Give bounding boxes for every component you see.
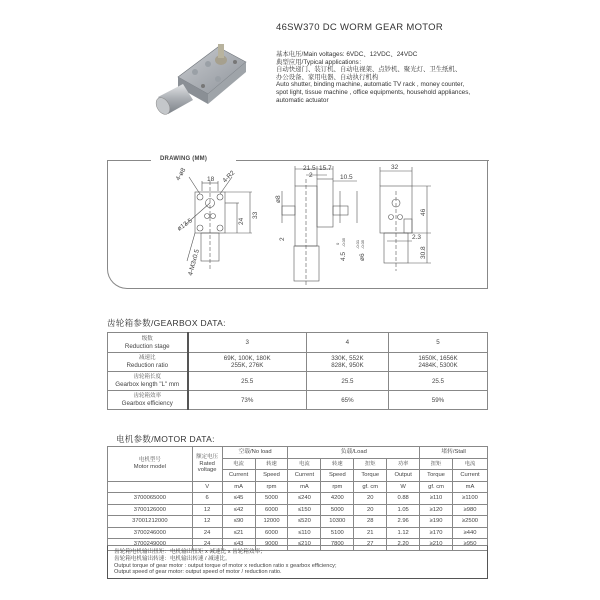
dim-ø6-tol-upper: -0.01 bbox=[355, 239, 360, 249]
column-header: Speed bbox=[321, 470, 354, 482]
table-cell: 20 bbox=[354, 504, 387, 516]
table-row bbox=[108, 372, 488, 391]
dim-46: 46 bbox=[420, 208, 427, 216]
table-row bbox=[108, 333, 488, 353]
dim-4.5-tol-upper: 0 bbox=[335, 242, 340, 245]
table-cell: ≥440 bbox=[453, 527, 488, 539]
dim-2-side: 2 bbox=[279, 237, 286, 241]
table-cell: 4 bbox=[306, 333, 388, 353]
applications-zh-1: 自动快递门、装订机、自动电视架、点钞机、聚光灯、卫生纸机、 bbox=[276, 66, 462, 74]
group-no-load: 空载/No load bbox=[222, 447, 288, 459]
table-cell: 65% bbox=[306, 391, 388, 410]
column-header-zh: 电流 bbox=[288, 458, 321, 470]
formula-notes bbox=[107, 545, 488, 579]
row-header: 级数 Reduction stage bbox=[108, 333, 188, 353]
column-header: Current bbox=[288, 470, 321, 482]
note-line: Output torque of gear motor : output torque of motor x reduction ratio x gearbox efficiency; bbox=[114, 562, 337, 569]
side-view bbox=[282, 166, 357, 286]
column-header: Output bbox=[387, 470, 420, 482]
table-cell: ≤42 bbox=[222, 504, 255, 516]
table-cell: ≥2500 bbox=[453, 516, 488, 528]
dim-ø6-tol-lower: -0.05 bbox=[360, 239, 365, 249]
dim-10.5: 10.5 bbox=[340, 174, 353, 181]
applications-en-3: automatic actuator bbox=[276, 96, 329, 104]
table-cell: ≤90 bbox=[222, 516, 255, 528]
column-header: Current bbox=[453, 470, 488, 482]
table-row bbox=[108, 504, 488, 516]
column-header-zh: 扭矩 bbox=[354, 458, 387, 470]
table-row bbox=[108, 391, 488, 410]
model-header: 电机型号 Motor model bbox=[108, 447, 193, 482]
table-cell bbox=[108, 481, 193, 493]
table-cell: 5000 bbox=[255, 493, 288, 505]
table-cell: ≥980 bbox=[453, 504, 488, 516]
table-cell: 24 bbox=[192, 539, 222, 551]
table-cell: 27 bbox=[354, 539, 387, 551]
dim-4-m3x0.5: 4-M3x0.5 bbox=[187, 248, 201, 277]
table-cell: 28 bbox=[354, 516, 387, 528]
note-line: 齿轮箱电机输出转速：电机输出转速 / 减速比。 bbox=[114, 555, 231, 562]
gearbox-section-title: 齿轮箱参数/GEARBOX DATA: bbox=[107, 318, 226, 328]
gearbox-table bbox=[107, 332, 488, 410]
motor-model-cell: 37001212000 bbox=[108, 516, 193, 528]
unit-cell: mA bbox=[222, 481, 255, 493]
dim-15.7: 15.7 bbox=[319, 165, 332, 172]
table-cell: ≥170 bbox=[420, 527, 453, 539]
main-voltages: 基本电压/Main voltages: 6VDC、12VDC、24VDC bbox=[276, 51, 418, 58]
dim-2-top: 2 bbox=[309, 172, 313, 179]
motor-model-cell: 3700126000 bbox=[108, 504, 193, 516]
table-cell: 25.5 bbox=[388, 372, 487, 391]
table-cell: 59% bbox=[388, 391, 487, 410]
note-line: Output speed of gear motor: output speed of motor / reduction ratio. bbox=[114, 569, 282, 576]
column-header: Torque bbox=[420, 470, 453, 482]
table-cell: 21 bbox=[354, 527, 387, 539]
motor-table bbox=[107, 446, 488, 551]
applications-en-1: Auto shutter, binding machine, automatic TV rack , money counter, bbox=[276, 81, 465, 89]
table-cell: ≤110 bbox=[288, 527, 321, 539]
table-cell: 10300 bbox=[321, 516, 354, 528]
table-cell: 1.12 bbox=[387, 527, 420, 539]
table-cell: 5000 bbox=[321, 504, 354, 516]
table-cell: 1.05 bbox=[387, 504, 420, 516]
table-cell: ≤210 bbox=[288, 539, 321, 551]
dim-ø13.5: ø13.5 bbox=[176, 217, 194, 233]
table-cell: 69K, 100K, 180K 255K, 276K bbox=[188, 353, 307, 372]
motor-model-cell: 3700065000 bbox=[108, 493, 193, 505]
column-header-zh: 转速 bbox=[255, 458, 288, 470]
table-cell: ≥950 bbox=[453, 539, 488, 551]
table-cell: 7800 bbox=[321, 539, 354, 551]
table-row bbox=[108, 493, 488, 505]
applications-zh-2: 办公设备、家用电器、自动执行机构 bbox=[276, 73, 379, 81]
row-header: 齿轮箱效率 Gearbox efficiency bbox=[108, 391, 188, 410]
table-row bbox=[108, 516, 488, 528]
table-cell: 6000 bbox=[255, 504, 288, 516]
table-cell: 330K, 552K 828K, 950K bbox=[306, 353, 388, 372]
unit-cell: W bbox=[387, 481, 420, 493]
table-cell: 20 bbox=[354, 493, 387, 505]
table-cell: 12000 bbox=[255, 516, 288, 528]
dim-30.8: 30.8 bbox=[420, 246, 427, 259]
table-cell: 2.96 bbox=[387, 516, 420, 528]
column-header-zh: 电流 bbox=[453, 458, 488, 470]
table-cell: ≤43 bbox=[222, 539, 255, 551]
dim-18: 18 bbox=[207, 176, 215, 183]
table-cell: 9000 bbox=[255, 539, 288, 551]
column-header-zh: 功率 bbox=[387, 458, 420, 470]
table-cell: 1650K, 1656K 2484K, 5300K bbox=[388, 353, 487, 372]
dim-ø8-side: ø8 bbox=[275, 195, 282, 203]
dim-4-ø8: 4-ø8 bbox=[174, 166, 188, 182]
table-cell: 6000 bbox=[255, 527, 288, 539]
motor-model-cell: 3700246000 bbox=[108, 527, 193, 539]
column-header: Current bbox=[222, 470, 255, 482]
column-header-zh: 转速 bbox=[321, 458, 354, 470]
dim-ø6: ø6 bbox=[359, 253, 366, 261]
unit-cell: rpm bbox=[255, 481, 288, 493]
table-cell: 4200 bbox=[321, 493, 354, 505]
table-cell: 73% bbox=[188, 391, 307, 410]
table-cell: 6 bbox=[192, 493, 222, 505]
table-cell: ≥1100 bbox=[453, 493, 488, 505]
group-load: 负载/Load bbox=[288, 447, 420, 459]
table-cell: 5 bbox=[388, 333, 487, 353]
motor-section-title: 电机参数/MOTOR DATA: bbox=[116, 434, 215, 444]
table-cell: ≤150 bbox=[288, 504, 321, 516]
table-cell: 25.5 bbox=[188, 372, 307, 391]
table-cell: 24 bbox=[192, 527, 222, 539]
unit-cell: mA bbox=[288, 481, 321, 493]
table-cell: ≥120 bbox=[420, 504, 453, 516]
dim-4.5-tol-lower: -0.05 bbox=[341, 237, 346, 247]
dim-4-r2: 4-R2 bbox=[221, 169, 237, 185]
table-cell: ≥190 bbox=[420, 516, 453, 528]
product-photo bbox=[118, 22, 268, 132]
dim-21.5: 21.5 bbox=[303, 165, 316, 172]
product-title: 46SW370 DC WORM GEAR MOTOR bbox=[276, 22, 444, 33]
table-cell: 2.20 bbox=[387, 539, 420, 551]
table-row bbox=[108, 353, 488, 372]
dim-33: 33 bbox=[252, 211, 259, 219]
column-header: Speed bbox=[255, 470, 288, 482]
row-header: 齿轮箱长度 Gearbox length "L" mm bbox=[108, 372, 188, 391]
table-cell: 12 bbox=[192, 504, 222, 516]
column-header-zh: 扭矩 bbox=[420, 458, 453, 470]
voltage-header: 额定电压 Rated voltage bbox=[192, 447, 222, 482]
unit-cell: mA bbox=[453, 481, 488, 493]
table-cell: ≥210 bbox=[420, 539, 453, 551]
dim-32: 32 bbox=[391, 164, 399, 171]
note-line: 齿轮箱电机输出扭矩：电机输出扭矩 x 减速比 x 齿轮箱效率； bbox=[114, 549, 266, 555]
applications-en-2: spot light, tissue machine , office equipments, household appliances, bbox=[276, 88, 471, 96]
header-row bbox=[108, 447, 488, 459]
dim-24: 24 bbox=[238, 217, 245, 225]
table-cell: 12 bbox=[192, 516, 222, 528]
column-header: Torque bbox=[354, 470, 387, 482]
dim-2.3: 2.3 bbox=[412, 234, 422, 241]
unit-cell: V bbox=[192, 481, 222, 493]
drawing-label: DRAWING (MM) bbox=[160, 156, 208, 162]
group-stall: 堵转/Stall bbox=[420, 447, 488, 459]
typical-applications-label: 典型应用/Typical applications： bbox=[276, 58, 366, 66]
table-cell: ≥110 bbox=[420, 493, 453, 505]
table-row bbox=[108, 527, 488, 539]
units-row bbox=[108, 481, 488, 493]
column-header-zh: 电流 bbox=[222, 458, 255, 470]
table-cell: ≤45 bbox=[222, 493, 255, 505]
table-cell: 3 bbox=[188, 333, 307, 353]
technical-drawing bbox=[107, 161, 488, 289]
row-header: 减速比 Reduction ratio bbox=[108, 353, 188, 372]
table-cell: 0.88 bbox=[387, 493, 420, 505]
unit-cell: rpm bbox=[321, 481, 354, 493]
table-cell: ≤520 bbox=[288, 516, 321, 528]
unit-cell: gf. cm bbox=[354, 481, 387, 493]
dim-4.5: 4.5 bbox=[340, 251, 347, 261]
table-cell: 25.5 bbox=[306, 372, 388, 391]
table-cell: ≤240 bbox=[288, 493, 321, 505]
product-description bbox=[276, 51, 506, 104]
table-cell: 5100 bbox=[321, 527, 354, 539]
motor-model-cell: 3700249000 bbox=[108, 539, 193, 551]
unit-cell: gf. cm bbox=[420, 481, 453, 493]
table-cell: ≤21 bbox=[222, 527, 255, 539]
